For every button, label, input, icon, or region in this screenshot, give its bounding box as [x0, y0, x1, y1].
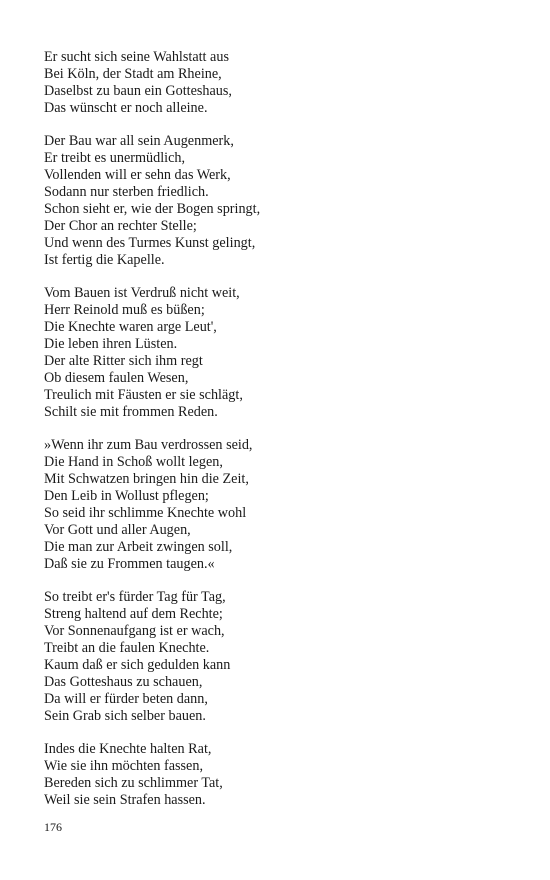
poem-line: Ob diesem faulen Wesen, — [44, 370, 189, 386]
stanza-4 — [44, 437, 514, 573]
poem-line: So treibt er's fürder Tag für Tag, — [44, 589, 226, 605]
stanza-3 — [44, 285, 514, 421]
poem-line: Herr Reinold muß es büßen; — [44, 302, 205, 318]
poem-line: Daß sie zu Frommen taugen.« — [44, 556, 215, 572]
poem-line: Bei Köln, der Stadt am Rheine, — [44, 66, 222, 82]
poem-line: Die Hand in Schoß wollt legen, — [44, 454, 223, 470]
poem-line: Das wünscht er noch alleine. — [44, 100, 208, 116]
poem-line: Treulich mit Fäusten er sie schlägt, — [44, 387, 243, 403]
poem-line: Schilt sie mit frommen Reden. — [44, 404, 218, 420]
page-number: 176 — [44, 820, 62, 834]
poem-line: Streng haltend auf dem Rechte; — [44, 606, 223, 622]
poem-line: Ist fertig die Kapelle. — [44, 252, 165, 268]
poem-line: Da will er fürder beten dann, — [44, 691, 208, 707]
poem-line: Die leben ihren Lüsten. — [44, 336, 178, 352]
poem-line: Die Knechte waren arge Leut', — [44, 319, 217, 335]
poem-line: Vom Bauen ist Verdruß nicht weit, — [44, 285, 240, 301]
poem-line: Das Gotteshaus zu schauen, — [44, 674, 203, 690]
poem-line: Sodann nur sterben friedlich. — [44, 184, 209, 200]
poem-line: »Wenn ihr zum Bau verdrossen seid, — [44, 437, 253, 453]
poem-line: Kaum daß er sich gedulden kann — [44, 657, 231, 673]
poem-text — [44, 49, 514, 825]
poem-line: Vollenden will er sehn das Werk, — [44, 167, 231, 183]
poem-line: Daselbst zu baun ein Gotteshaus, — [44, 83, 232, 99]
poem-line: Und wenn des Turmes Kunst gelingt, — [44, 235, 256, 251]
poem-line: Wie sie ihn möchten fassen, — [44, 758, 203, 774]
poem-line: Treibt an die faulen Knechte. — [44, 640, 210, 656]
poem-line: Den Leib in Wollust pflegen; — [44, 488, 209, 504]
poem-line: So seid ihr schlimme Knechte wohl — [44, 505, 247, 521]
poem-line: Der alte Ritter sich ihm regt — [44, 353, 203, 369]
poem-line: Mit Schwatzen bringen hin die Zeit, — [44, 471, 249, 487]
stanza-2 — [44, 133, 514, 269]
poem-line: Sein Grab sich selber bauen. — [44, 708, 206, 724]
poem-line: Er sucht sich seine Wahlstatt aus — [44, 49, 229, 65]
poem-line: Indes die Knechte halten Rat, — [44, 741, 212, 757]
poem-line: Der Bau war all sein Augenmerk, — [44, 133, 234, 149]
stanza-5 — [44, 589, 514, 725]
stanza-1 — [44, 49, 514, 117]
poem-line: Vor Gott und aller Augen, — [44, 522, 191, 538]
stanza-6 — [44, 741, 514, 809]
poem-line: Bereden sich zu schlimmer Tat, — [44, 775, 223, 791]
poem-line: Der Chor an rechter Stelle; — [44, 218, 197, 234]
poem-line: Vor Sonnenaufgang ist er wach, — [44, 623, 225, 639]
poem-line: Er treibt es unermüdlich, — [44, 150, 186, 166]
poem-line: Schon sieht er, wie der Bogen springt, — [44, 201, 261, 217]
poem-line: Die man zur Arbeit zwingen soll, — [44, 539, 233, 555]
poem-line: Weil sie sein Strafen hassen. — [44, 792, 206, 808]
